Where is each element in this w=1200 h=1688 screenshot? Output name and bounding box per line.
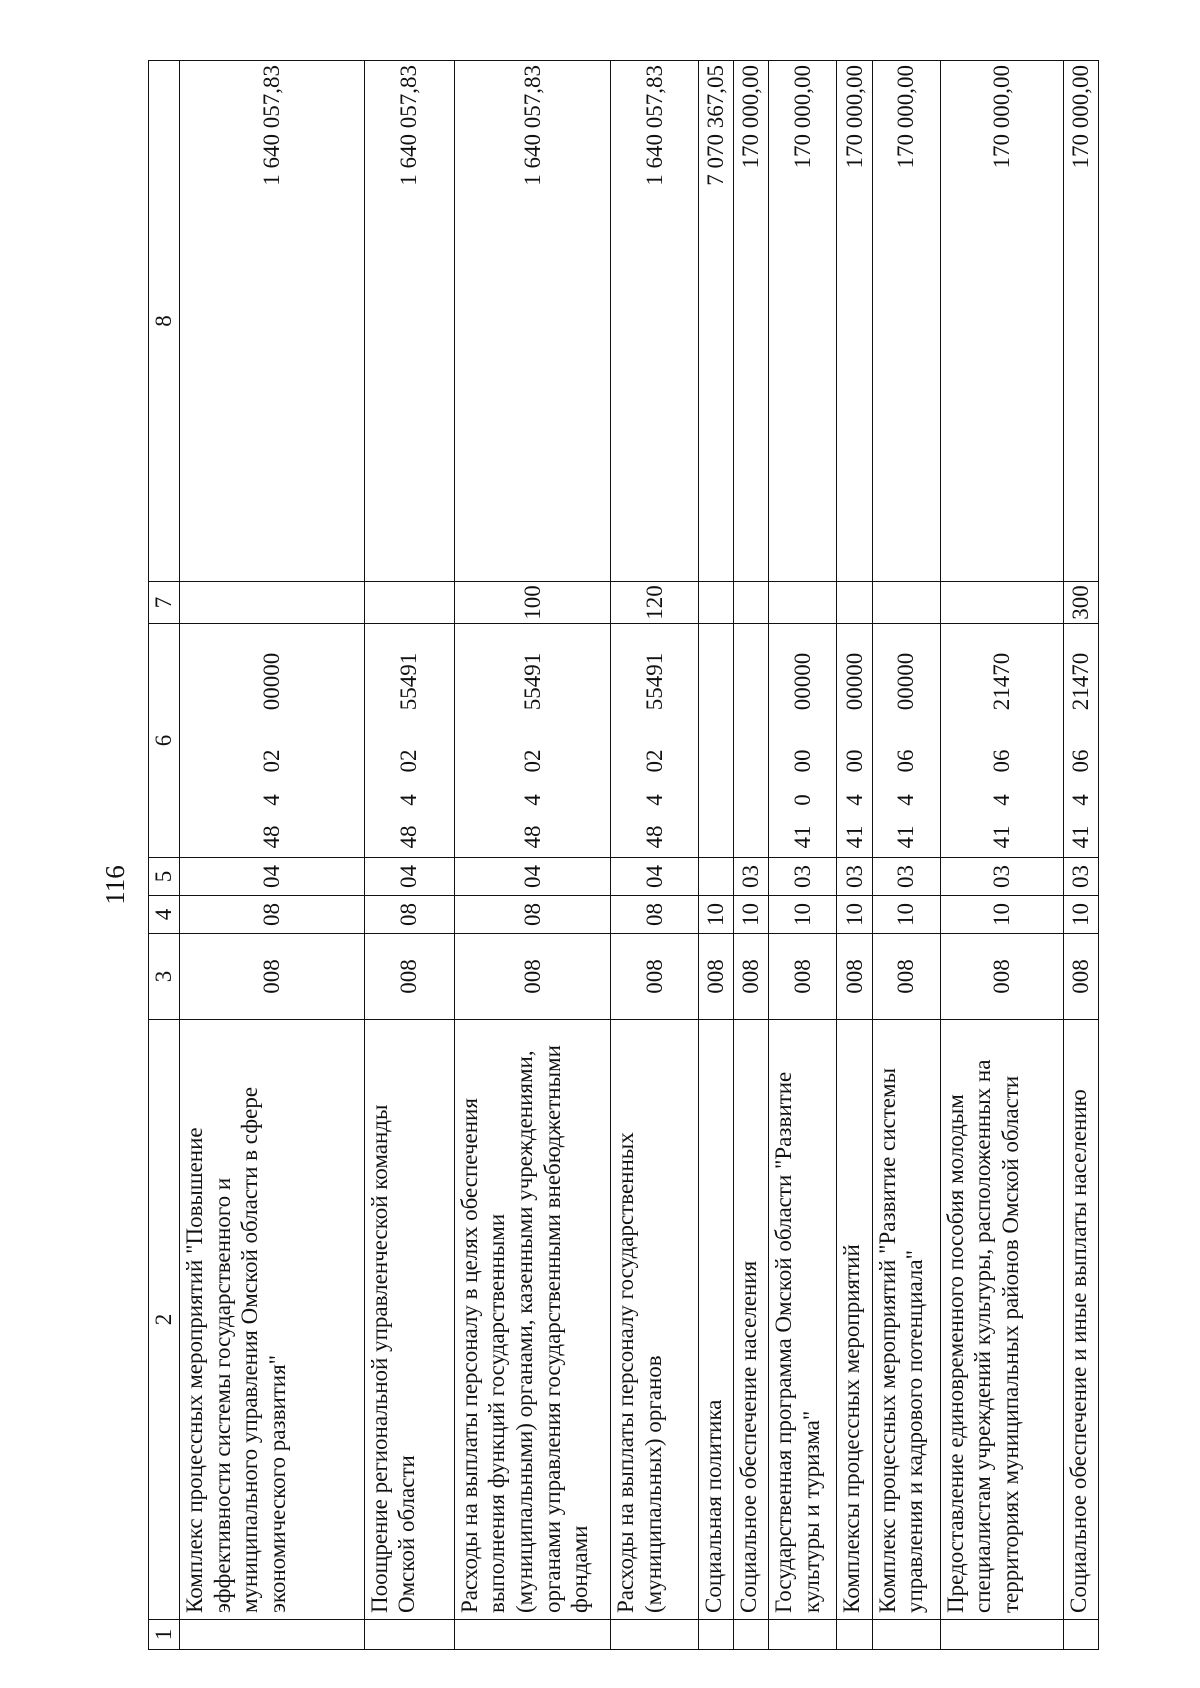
cell-col-1 — [698, 1620, 733, 1650]
article-type: 4 — [259, 794, 285, 806]
cell-section: 10 — [734, 896, 769, 934]
table-row — [364, 61, 454, 1650]
cell-amount: 170 000,00 — [1063, 61, 1098, 582]
cell-col-1 — [364, 1620, 454, 1650]
article-program: 41 — [988, 825, 1014, 849]
article-program: 41 — [841, 825, 867, 849]
cell-name: Предоставление единовременного пособия молодым специалистам учреждений культуры, расположенных на территориях муниципальных районов Омской области — [940, 1020, 1063, 1620]
cell-amount: 170 000,00 — [734, 61, 769, 582]
article-structure: 02 — [259, 749, 285, 773]
cell-section: 10 — [837, 896, 872, 934]
cell-expense-type — [698, 582, 733, 624]
cell-expense-type: 300 — [1063, 582, 1098, 624]
cell-admin-code: 008 — [180, 934, 365, 1020]
cell-col-1 — [837, 1620, 872, 1650]
cell-section: 10 — [940, 896, 1063, 934]
table-row — [734, 61, 769, 1650]
cell-subsection: 04 — [180, 858, 365, 896]
article-direction: 21470 — [988, 652, 1014, 711]
cell-expense-type: 100 — [454, 582, 610, 624]
header-col-4: 4 — [149, 896, 180, 934]
article-type: 4 — [841, 794, 867, 806]
cell-expense-type — [769, 582, 837, 624]
cell-expense-type: 120 — [610, 582, 698, 624]
article-structure: 06 — [1068, 749, 1094, 773]
table-row — [940, 61, 1063, 1650]
cell-subsection: 03 — [872, 858, 940, 896]
header-col-5: 5 — [149, 858, 180, 896]
cell-subsection: 03 — [837, 858, 872, 896]
cell-name: Поощрение региональной управленческой команды Омской области — [364, 1020, 454, 1620]
article-structure: 02 — [519, 749, 545, 773]
article-direction: 55491 — [396, 652, 422, 711]
article-direction: 00000 — [789, 652, 815, 711]
article-direction: 00000 — [841, 652, 867, 711]
article-direction: 21470 — [1068, 652, 1094, 711]
cell-target-article — [454, 624, 610, 858]
cell-amount: 170 000,00 — [940, 61, 1063, 582]
cell-target-article — [734, 624, 769, 858]
cell-expense-type — [364, 582, 454, 624]
cell-section: 10 — [769, 896, 837, 934]
header-col-2: 2 — [149, 1020, 180, 1620]
cell-col-1 — [769, 1620, 837, 1650]
cell-section: 10 — [872, 896, 940, 934]
cell-name: Социальная политика — [698, 1020, 733, 1620]
article-type: 4 — [396, 794, 422, 806]
article-structure: 00 — [789, 749, 815, 773]
cell-subsection — [698, 858, 733, 896]
article-direction: 00000 — [893, 652, 919, 711]
article-type: 4 — [519, 794, 545, 806]
cell-section: 08 — [364, 896, 454, 934]
cell-admin-code: 008 — [769, 934, 837, 1020]
budget-table-container — [148, 61, 1099, 1650]
article-program: 48 — [641, 825, 667, 849]
cell-expense-type — [940, 582, 1063, 624]
cell-subsection: 03 — [734, 858, 769, 896]
article-program: 41 — [1068, 825, 1094, 849]
table-row — [872, 61, 940, 1650]
cell-expense-type — [872, 582, 940, 624]
cell-col-1 — [610, 1620, 698, 1650]
budget-table — [148, 60, 1099, 1650]
cell-expense-type — [837, 582, 872, 624]
article-program: 41 — [893, 825, 919, 849]
cell-amount: 170 000,00 — [872, 61, 940, 582]
header-col-1: 1 — [149, 1620, 180, 1650]
cell-target-article — [1063, 624, 1098, 858]
article-structure: 00 — [841, 749, 867, 773]
cell-name: Комплекс процессных мероприятий "Повышение эффективности системы государственного и муниципального управления Омской области в сфере экономического развития" — [180, 1020, 365, 1620]
article-program: 48 — [519, 825, 545, 849]
article-direction: 55491 — [519, 652, 545, 711]
cell-amount: 170 000,00 — [837, 61, 872, 582]
cell-expense-type — [734, 582, 769, 624]
cell-target-article — [837, 624, 872, 858]
cell-expense-type — [180, 582, 365, 624]
cell-subsection: 04 — [364, 858, 454, 896]
header-col-7: 7 — [149, 582, 180, 624]
cell-section: 08 — [610, 896, 698, 934]
article-structure: 06 — [893, 749, 919, 773]
cell-amount: 1 640 057,83 — [454, 61, 610, 582]
cell-name: Социальное обеспечение населения — [734, 1020, 769, 1620]
cell-amount: 1 640 057,83 — [610, 61, 698, 582]
cell-admin-code: 008 — [734, 934, 769, 1020]
article-structure: 02 — [641, 749, 667, 773]
header-col-8: 8 — [149, 61, 180, 582]
cell-subsection: 03 — [940, 858, 1063, 896]
cell-section: 08 — [180, 896, 365, 934]
article-type: 0 — [789, 794, 815, 806]
cell-amount: 1 640 057,83 — [180, 61, 365, 582]
cell-name: Комплексы процессных мероприятий — [837, 1020, 872, 1620]
cell-section: 08 — [454, 896, 610, 934]
cell-target-article — [940, 624, 1063, 858]
cell-target-article — [769, 624, 837, 858]
cell-admin-code: 008 — [872, 934, 940, 1020]
article-structure: 02 — [396, 749, 422, 773]
cell-amount: 1 640 057,83 — [364, 61, 454, 582]
article-type: 4 — [988, 794, 1014, 806]
cell-col-1 — [454, 1620, 610, 1650]
cell-target-article — [610, 624, 698, 858]
article-type: 4 — [893, 794, 919, 806]
cell-admin-code: 008 — [1063, 934, 1098, 1020]
cell-admin-code: 008 — [610, 934, 698, 1020]
table-row — [1063, 61, 1098, 1650]
table-row — [610, 61, 698, 1650]
cell-col-1 — [872, 1620, 940, 1650]
header-row — [149, 61, 180, 1650]
cell-col-1 — [734, 1620, 769, 1650]
cell-admin-code: 008 — [454, 934, 610, 1020]
article-program: 41 — [789, 825, 815, 849]
cell-amount: 7 070 367,05 — [698, 61, 733, 582]
article-program: 48 — [259, 825, 285, 849]
cell-section: 10 — [698, 896, 733, 934]
cell-section: 10 — [1063, 896, 1098, 934]
table-row — [180, 61, 365, 1650]
cell-amount: 170 000,00 — [769, 61, 837, 582]
cell-col-1 — [940, 1620, 1063, 1650]
cell-admin-code: 008 — [940, 934, 1063, 1020]
cell-name: Расходы на выплаты персоналу государственных (муниципальных) органов — [610, 1020, 698, 1620]
cell-target-article — [364, 624, 454, 858]
cell-subsection: 03 — [769, 858, 837, 896]
article-direction: 55491 — [641, 652, 667, 711]
cell-admin-code: 008 — [837, 934, 872, 1020]
table-body — [180, 61, 1099, 1650]
cell-subsection: 04 — [610, 858, 698, 896]
article-type: 4 — [641, 794, 667, 806]
page-number: 116 — [100, 865, 130, 905]
article-program: 48 — [396, 825, 422, 849]
cell-name: Государственная программа Омской области "Развитие культуры и туризма" — [769, 1020, 837, 1620]
cell-target-article — [872, 624, 940, 858]
article-direction: 00000 — [259, 652, 285, 711]
cell-name: Комплекс процессных мероприятий "Развитие системы управления и кадрового потенциала" — [872, 1020, 940, 1620]
header-col-6: 6 — [149, 624, 180, 858]
table-row — [769, 61, 837, 1650]
header-col-3: 3 — [149, 934, 180, 1020]
cell-name: Социальное обеспечение и иные выплаты населению — [1063, 1020, 1098, 1620]
cell-admin-code: 008 — [364, 934, 454, 1020]
cell-target-article — [698, 624, 733, 858]
cell-subsection: 03 — [1063, 858, 1098, 896]
cell-name: Расходы на выплаты персоналу в целях обеспечения выполнения функций государственными (муниципальными) органами, казенными учреждениями, органами управления государственными внебюджетными фондами — [454, 1020, 610, 1620]
article-structure: 06 — [988, 749, 1014, 773]
cell-subsection: 04 — [454, 858, 610, 896]
cell-col-1 — [180, 1620, 365, 1650]
cell-target-article — [180, 624, 365, 858]
article-type: 4 — [1068, 794, 1094, 806]
cell-admin-code: 008 — [698, 934, 733, 1020]
table-row — [837, 61, 872, 1650]
table-row — [454, 61, 610, 1650]
table-row — [698, 61, 733, 1650]
cell-col-1 — [1063, 1620, 1098, 1650]
